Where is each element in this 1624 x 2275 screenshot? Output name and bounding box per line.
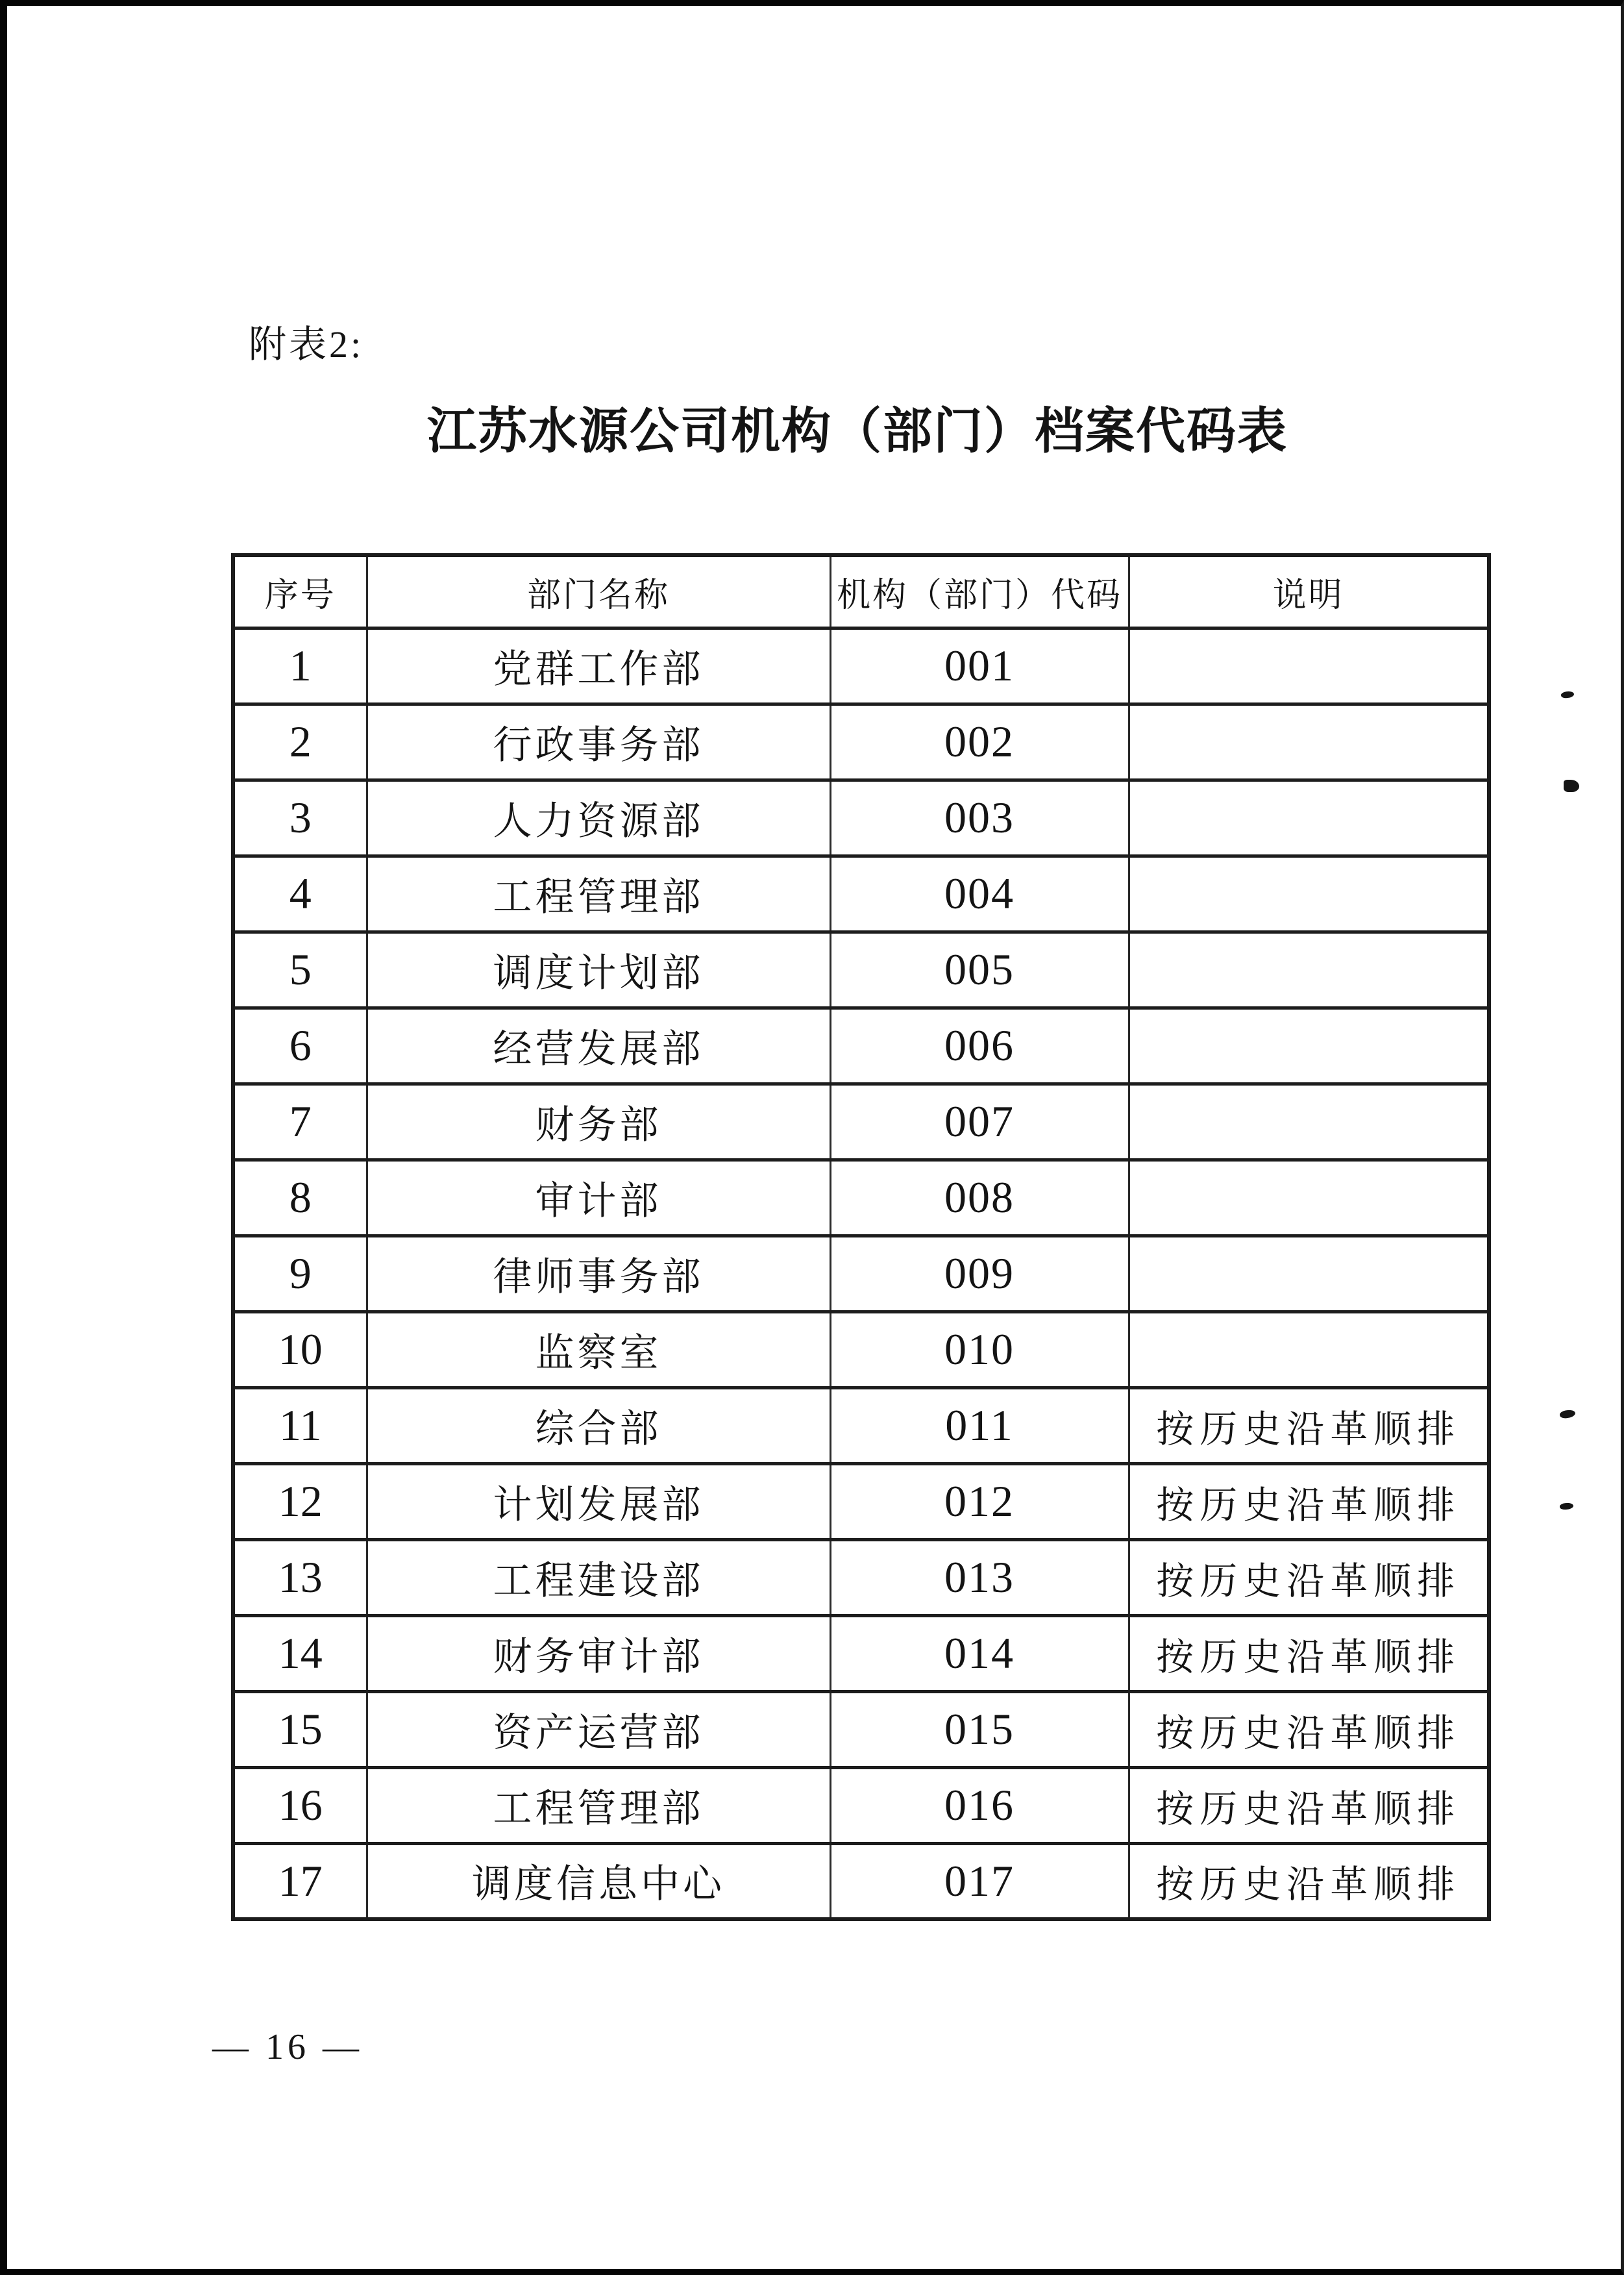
- table-row: [233, 704, 1489, 780]
- department-code-cell: 013: [830, 1539, 1129, 1615]
- table-row: [233, 856, 1489, 932]
- department-name-cell: 人力资源部: [367, 780, 830, 856]
- table-row: [233, 1160, 1489, 1236]
- department-name-cell: 财务审计部: [367, 1615, 830, 1691]
- department-code-cell: 003: [830, 780, 1129, 856]
- table-row: [233, 1312, 1489, 1387]
- row-number-cell: 12: [233, 1463, 367, 1539]
- table-row: [233, 1463, 1489, 1539]
- row-number-cell: 3: [233, 780, 367, 856]
- note-cell: [1129, 932, 1489, 1008]
- department-code-cell: 007: [830, 1084, 1129, 1160]
- department-code-cell: 002: [830, 704, 1129, 780]
- note-cell: 按历史沿革顺排: [1129, 1767, 1489, 1843]
- department-code-cell: 016: [830, 1767, 1129, 1843]
- department-code-cell: 009: [830, 1236, 1129, 1312]
- note-cell: [1129, 704, 1489, 780]
- note-cell: 按历史沿革顺排: [1129, 1463, 1489, 1539]
- department-name-cell: 审计部: [367, 1160, 830, 1236]
- column-header-name: 部门名称: [367, 555, 830, 628]
- table-row: [233, 1236, 1489, 1312]
- department-name-cell: 调度计划部: [367, 932, 830, 1008]
- note-cell: 按历史沿革顺排: [1129, 1843, 1489, 1919]
- department-name-cell: 工程管理部: [367, 1767, 830, 1843]
- department-name-cell: 资产运营部: [367, 1691, 830, 1767]
- department-code-cell: 015: [830, 1691, 1129, 1767]
- note-cell: [1129, 1312, 1489, 1387]
- table-row: [233, 1615, 1489, 1691]
- ink-speck: [1564, 780, 1579, 792]
- row-number-cell: 1: [233, 628, 367, 704]
- table-row: [233, 1691, 1489, 1767]
- page-title: 江苏水源公司机构（部门）档案代码表: [427, 404, 1288, 459]
- table-row: [233, 780, 1489, 856]
- ink-speck: [1559, 1409, 1576, 1419]
- department-name-cell: 计划发展部: [367, 1463, 830, 1539]
- row-number-cell: 17: [233, 1843, 367, 1919]
- department-code-cell: 004: [830, 856, 1129, 932]
- department-name-cell: 工程建设部: [367, 1539, 830, 1615]
- row-number-cell: 10: [233, 1312, 367, 1387]
- ink-speck: [1560, 1502, 1574, 1510]
- department-code-cell: 017: [830, 1843, 1129, 1919]
- department-code-cell: 001: [830, 628, 1129, 704]
- row-number-cell: 5: [233, 932, 367, 1008]
- note-cell: [1129, 856, 1489, 932]
- table-row: [233, 1767, 1489, 1843]
- department-name-cell: 财务部: [367, 1084, 830, 1160]
- row-number-cell: 4: [233, 856, 367, 932]
- department-code-cell: 010: [830, 1312, 1129, 1387]
- table-row: [233, 1084, 1489, 1160]
- row-number-cell: 16: [233, 1767, 367, 1843]
- row-number-cell: 15: [233, 1691, 367, 1767]
- note-cell: [1129, 628, 1489, 704]
- note-cell: [1129, 780, 1489, 856]
- table-row: [233, 1539, 1489, 1615]
- department-code-cell: 005: [830, 932, 1129, 1008]
- table-row: [233, 1387, 1489, 1463]
- department-name-cell: 调度信息中心: [367, 1843, 830, 1919]
- table-row: [233, 932, 1489, 1008]
- page-number: — 16 —: [212, 2027, 363, 2067]
- attachment-label: 附表2:: [249, 323, 364, 366]
- note-cell: [1129, 1236, 1489, 1312]
- row-number-cell: 7: [233, 1084, 367, 1160]
- department-code-cell: 014: [830, 1615, 1129, 1691]
- note-cell: [1129, 1084, 1489, 1160]
- row-number-cell: 8: [233, 1160, 367, 1236]
- department-name-cell: 综合部: [367, 1387, 830, 1463]
- ink-speck: [1560, 691, 1574, 699]
- note-cell: 按历史沿革顺排: [1129, 1387, 1489, 1463]
- table-row: [233, 1008, 1489, 1084]
- row-number-cell: 14: [233, 1615, 367, 1691]
- row-number-cell: 2: [233, 704, 367, 780]
- column-header-note: 说明: [1129, 555, 1489, 628]
- department-name-cell: 经营发展部: [367, 1008, 830, 1084]
- department-code-table: [231, 553, 1491, 1921]
- note-cell: 按历史沿革顺排: [1129, 1615, 1489, 1691]
- table-row: [233, 1843, 1489, 1919]
- department-code-cell: 006: [830, 1008, 1129, 1084]
- row-number-cell: 9: [233, 1236, 367, 1312]
- department-name-cell: 党群工作部: [367, 628, 830, 704]
- department-name-cell: 行政事务部: [367, 704, 830, 780]
- department-code-cell: 011: [830, 1387, 1129, 1463]
- row-number-cell: 11: [233, 1387, 367, 1463]
- department-name-cell: 监察室: [367, 1312, 830, 1387]
- note-cell: 按历史沿革顺排: [1129, 1691, 1489, 1767]
- column-header-no: 序号: [233, 555, 367, 628]
- department-name-cell: 工程管理部: [367, 856, 830, 932]
- department-code-cell: 012: [830, 1463, 1129, 1539]
- column-header-code: 机构（部门）代码: [830, 555, 1129, 628]
- note-cell: [1129, 1160, 1489, 1236]
- table-row: [233, 628, 1489, 704]
- department-code-cell: 008: [830, 1160, 1129, 1236]
- note-cell: 按历史沿革顺排: [1129, 1539, 1489, 1615]
- note-cell: [1129, 1008, 1489, 1084]
- table-header-row: [233, 555, 1489, 628]
- row-number-cell: 6: [233, 1008, 367, 1084]
- row-number-cell: 13: [233, 1539, 367, 1615]
- department-name-cell: 律师事务部: [367, 1236, 830, 1312]
